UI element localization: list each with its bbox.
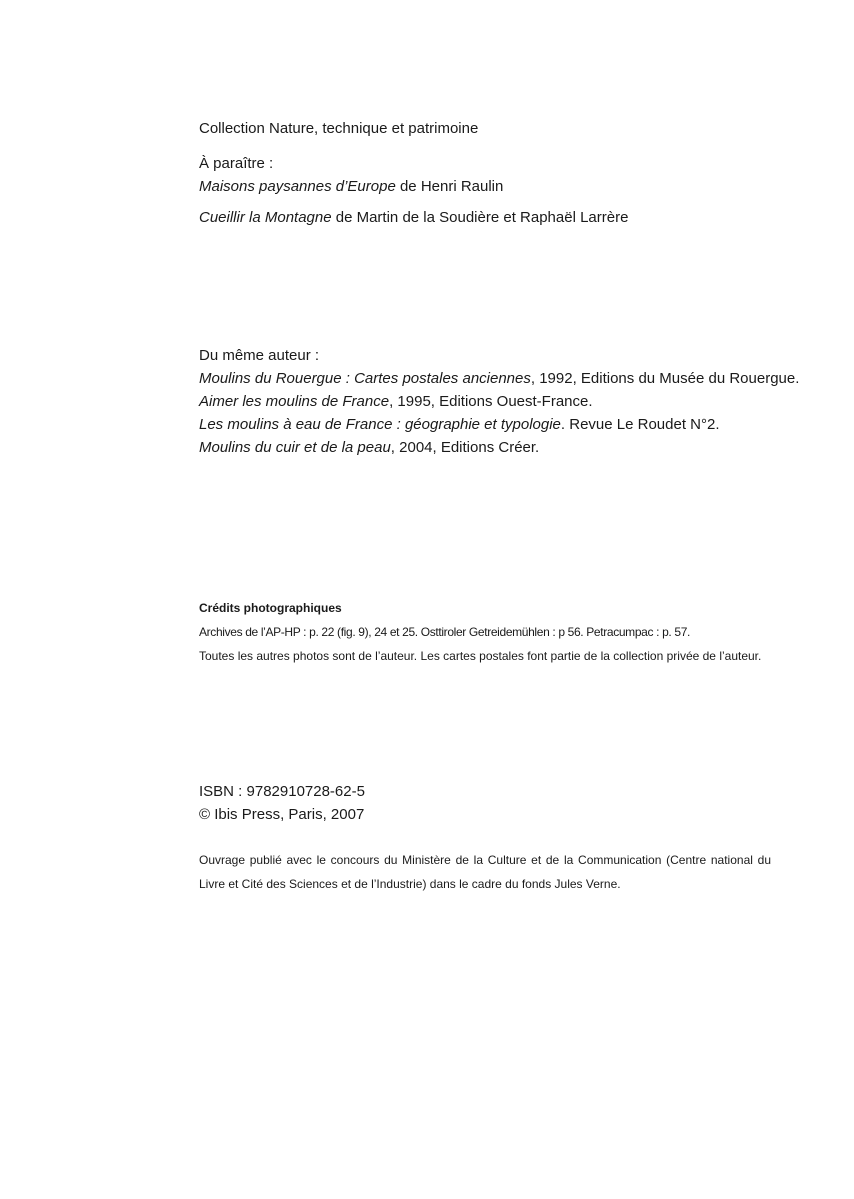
book-details: , 1992, Editions du Musée du Rouergue. xyxy=(530,370,800,387)
book-title: Moulins du cuir et de la peau xyxy=(199,439,391,456)
photo-credits-section xyxy=(199,596,771,668)
forthcoming-item xyxy=(199,206,771,229)
copyright-line: © Ibis Press, Paris, 2007 xyxy=(199,806,365,823)
book-title: Maisons paysannes d’Europe xyxy=(199,178,396,195)
book-details: . Revue Le Roudet N°2. xyxy=(560,416,720,433)
support-text: Ouvrage publié avec le concours du Ministère de la Culture et de la Communication (Centre national du Livre et Cité des Sciences et de l’Industrie) dans le cadre du fonds Jules Verne. xyxy=(199,853,771,891)
bibliography-item xyxy=(199,367,800,390)
credits-heading: Crédits photographiques xyxy=(199,601,342,615)
book-details: , 2004, Editions Créer. xyxy=(390,439,540,456)
book-title: Les moulins à eau de France : géographie et typologie xyxy=(199,416,561,433)
book-details: de Henri Raulin xyxy=(395,178,504,195)
book-details: de Martin de la Soudière et Raphaël Larrère xyxy=(331,209,629,226)
forthcoming-label: À paraître : xyxy=(199,155,274,172)
collection-title: Collection Nature, technique et patrimoine xyxy=(199,120,479,137)
bibliography-item xyxy=(199,436,771,459)
bibliography-item xyxy=(199,390,771,413)
support-section xyxy=(199,848,771,896)
same-author-section xyxy=(199,344,800,459)
forthcoming-item xyxy=(199,175,771,198)
book-title: Cueillir la Montagne xyxy=(199,209,332,226)
book-title: Moulins du Rouergue : Cartes postales anciennes xyxy=(199,370,531,387)
credits-archives-line: Archives de l’AP-HP : p. 22 (fig. 9), 24 et 25. Osttiroler Getreidemühlen : p 56. Petracumpac : p. 57. xyxy=(199,625,691,639)
collection-section xyxy=(199,117,771,229)
isbn-section xyxy=(199,780,771,826)
same-author-label: Du même auteur : xyxy=(199,347,320,364)
book-title: Aimer les moulins de France xyxy=(199,393,390,410)
credits-text: Toutes les autres photos sont de l’auteur. Les cartes postales font partie de la collection privée de l’auteur. xyxy=(199,649,762,663)
bibliography-item xyxy=(199,413,771,436)
isbn-line: ISBN : 9782910728-62-5 xyxy=(199,783,365,800)
book-details: , 1995, Editions Ouest-France. xyxy=(389,393,593,410)
